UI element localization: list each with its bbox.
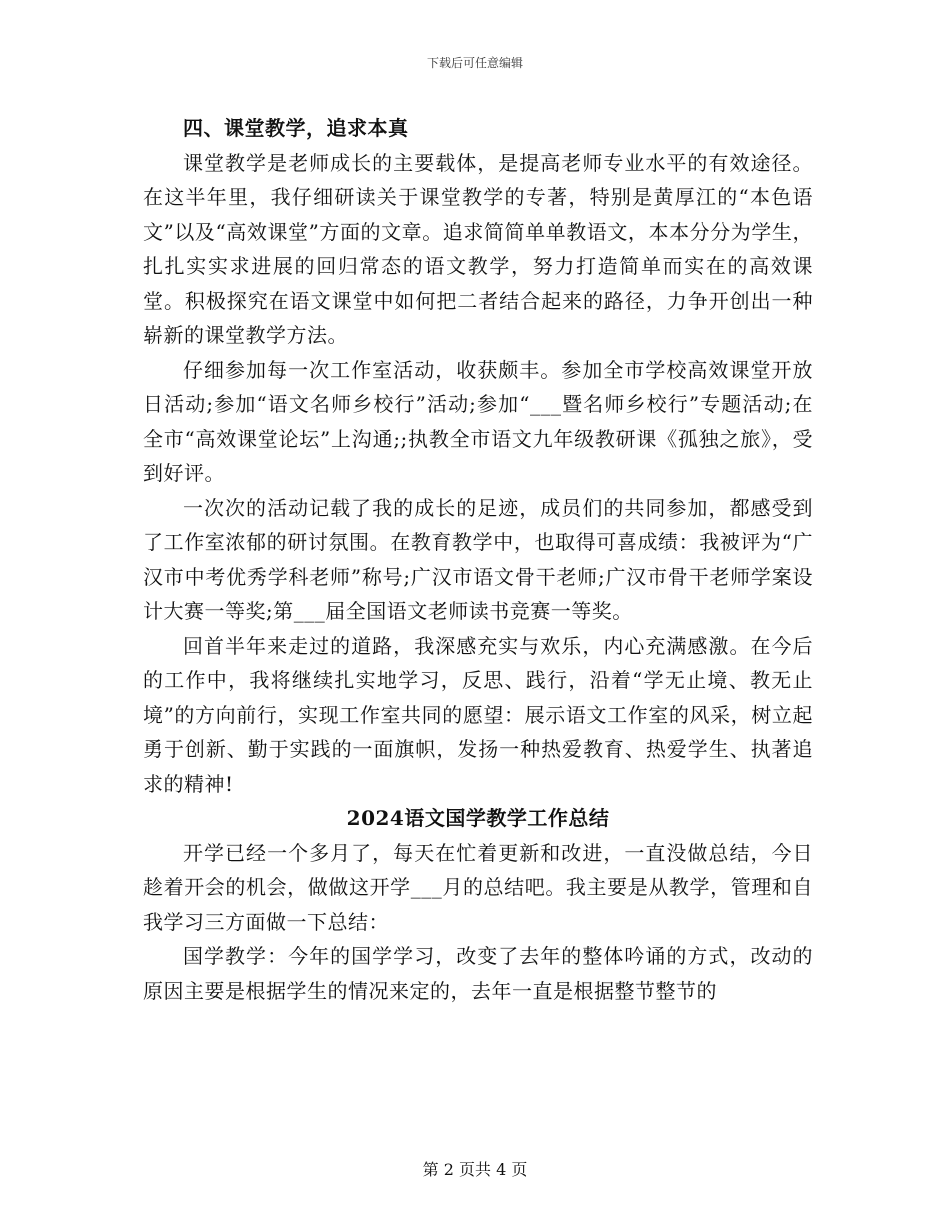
paragraph: 课堂教学是老师成长的主要载体，是提高老师专业水平的有效途径。在这半年里，我仔细研读关于课堂教学的专著，特别是黄厚江的“本色语文”以及“高效课堂”方面的文章。追求简简单单教语文，本本分分为学生，扎扎实实求进展的回归常态的语文教学，努力打造简单而实在的高效课堂。积极探究在语文课堂中如何把二者结合起来的路径，力争开创出一种崭新的课堂教学方法。 (143, 150, 813, 347)
section-heading: 四、课堂教学，追求本真 (183, 116, 409, 140)
document-body (143, 111, 813, 1008)
page-header: 下载后可任意编辑 (426, 56, 523, 70)
paragraph: 国学教学：今年的国学学习，改变了去年的整体吟诵的方式，改动的原因主要是根据学生的情况来定的，去年一直是根据整节整节的 (143, 944, 813, 1003)
document-title: 2024语文国学教学工作总结 (346, 806, 610, 830)
paragraph: 开学已经一个多月了，每天在忙着更新和改进，一直没做总结，今日趁着开会的机会，做做这开学___月的总结吧。我主要是从教学，管理和自我学习三方面做一下总结： (143, 840, 813, 934)
paragraph: 仔细参加每一次工作室活动，收获颇丰。参加全市学校高效课堂开放日活动;参加“语文名师乡校行”活动;参加“___暨名师乡校行”专题活动;在全市“高效课堂论坛”上沟通;;执教全市语文九年级教研课《孤独之旅》，受到好评。 (143, 357, 813, 485)
paragraph: 一次次的活动记载了我的成长的足迹，成员们的共同参加，都感受到了工作室浓郁的研讨氛围。在教育教学中，也取得可喜成绩：我被评为“广汉市中考优秀学科老师”称号;广汉市语文骨干老师;广汉市骨干老师学案设计大赛一等奖;第___届全国语文老师读书竞赛一等奖。 (143, 495, 813, 623)
page-number: 第 2 页共 4 页 (422, 1160, 528, 1179)
paragraph: 回首半年来走过的道路，我深感充实与欢乐，内心充满感激。在今后的工作中，我将继续扎实地学习，反思、践行，沿着“学无止境、教无止境”的方向前行，实现工作室共同的愿望：展示语文工作室的风采，树立起勇于创新、勤于实践的一面旗帜，发扬一种热爱教育、热爱学生、执著追求的精神! (143, 633, 813, 796)
